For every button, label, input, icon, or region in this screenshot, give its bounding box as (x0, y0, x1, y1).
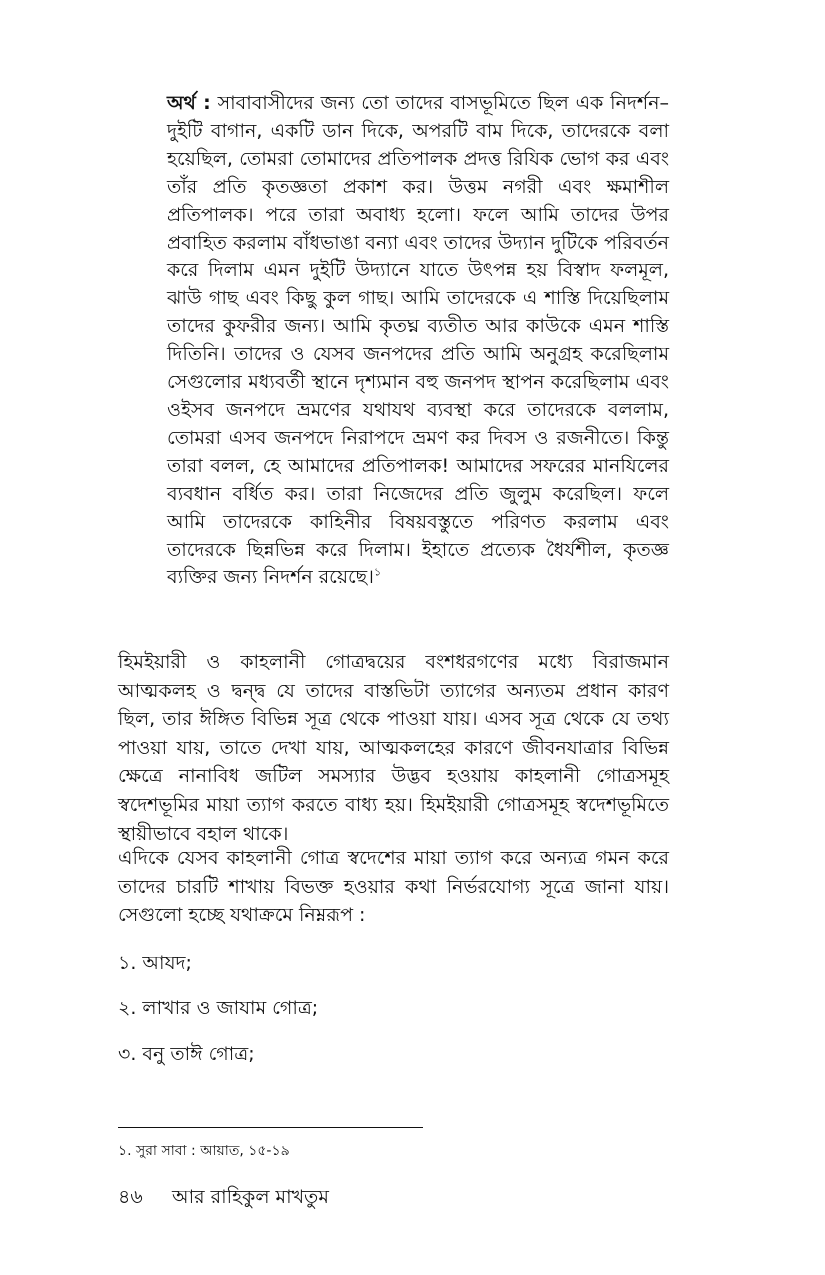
page-number: ৪৬ (118, 1186, 143, 1208)
translation-text: সাবাবাসীদের জন্য তো তাদের বাসভূমিতে ছিল এক নিদর্শন– দুইটি বাগান, একটি ডান দিকে, অপরটি বাম দিকে, তাদেরকে বলা হয়েছিল, তোমরা তোমাদের প্রতিপালক প্রদত্ত রিযিক ভোগ কর এবং তাঁর প্রতি কৃতজ্ঞতা প্রকাশ কর। উত্তম নগরী এবং ক্ষমাশীল প্রতিপালক। পরে তারা অবাধ্য হলো। ফলে আমি তাদের উপর প্রবাহিত করলাম বাঁধভাঙা বন্যা এবং তাদের উদ্যান দুটিকে পরিবর্তন করে দিলাম এমন দুইটি উদ্যানে যাতে উৎপন্ন হয় বিস্বাদ ফলমূল, ঝাউ গাছ এবং কিছু কুল গাছ। আমি তাদেরকে এ শাস্তি দিয়েছিলাম তাদের কুফরীর জন্য। আমি কৃতঘ্ন ব্যতীত আর কাউকে এমন শাস্তি দিতিনি। তাদের ও যেসব জনপদের প্রতি আমি অনুগ্রহ করেছিলাম সেগুলোর মধ্যবর্তী স্থানে দৃশ্যমান বহু জনপদ স্থাপন করেছিলাম এবং ওইসব জনপদে ভ্রমণের যথাযথ ব্যবস্থা করে তাদেরকে বললাম, তোমরা এসব জনপদে নিরাপদে ভ্রমণ কর দিবস ও রজনীতে। কিন্তু তারা বলল, হে আমাদের প্রতিপালক! আমাদের সফরের মানযিলের ব্যবধান বর্ধিত কর। তারা নিজেদের প্রতি জুলুম করেছিল। ফলে আমি তাদেরকে কাহিনীর বিষয়বস্তুতে পরিণত করলাম এবং তাদেরকে ছিন্নভিন্ন করে দিলাম। ইহাতে প্রত্যেক ধৈর্যশীল, কৃতজ্ঞ ব্যক্তির জন্য নিদর্শন রয়েছে। (167, 92, 669, 589)
list-item: ১. আযদ; (118, 952, 192, 974)
body-paragraph-2: এদিকে যেসব কাহলানী গোত্র স্বদেশের মায়া ত্যাগ করে অন্যত্র গমন করে তাদের চারটি শাখায় বিভক্ত হওয়ার কথা নির্ভরযোগ্য সূত্রে জানা যায়। সেগুলো হচ্ছে যথাক্রমে নিম্নরূপ : (118, 847, 669, 927)
page-footer (118, 1183, 329, 1211)
footnote-divider (118, 1127, 423, 1128)
footnote-reference[interactable]: ১ (373, 566, 382, 580)
list-item: ৩. বনু তাঈ গোত্র; (118, 1043, 255, 1065)
quran-translation-block (167, 90, 669, 592)
list-item: ২. লাখার ও জাযাম গোত্র; (118, 997, 319, 1019)
meaning-label: অর্থ : (167, 92, 211, 114)
book-title: আর রাহিকুল মাখতুম (172, 1186, 329, 1208)
body-paragraph-1: হিমইয়ারী ও কাহলানী গোত্রদ্বয়ের বংশধরগণের মধ্যে বিরাজমান আত্মকলহ ও দ্বন্দ্ব যে তাদের বাস্তভিটা ত্যাগের অন্যতম প্রধান কারণ ছিল, তার ঈঙ্গিত বিভিন্ন সূত্র থেকে পাওয়া যায়। এসব সূত্র থেকে যে তথ্য পাওয়া যায়, তাতে দেখা যায়, আত্মকলহের কারণে জীবনযাত্রার বিভিন্ন ক্ষেত্রে নানাবিধ জটিল সমস্যার উদ্ভব হওয়ায় কাহলানী গোত্রসমূহ স্বদেশভূমির মায়া ত্যাগ করতে বাধ্য হয়। হিমইয়ারী গোত্রসমূহ স্বদেশভূমিতে স্থায়ীভাবে বহাল থাকে। (118, 651, 669, 845)
footnote: ১. সুরা সাবা : আয়াত, ১৫-১৯ (118, 1143, 290, 1159)
